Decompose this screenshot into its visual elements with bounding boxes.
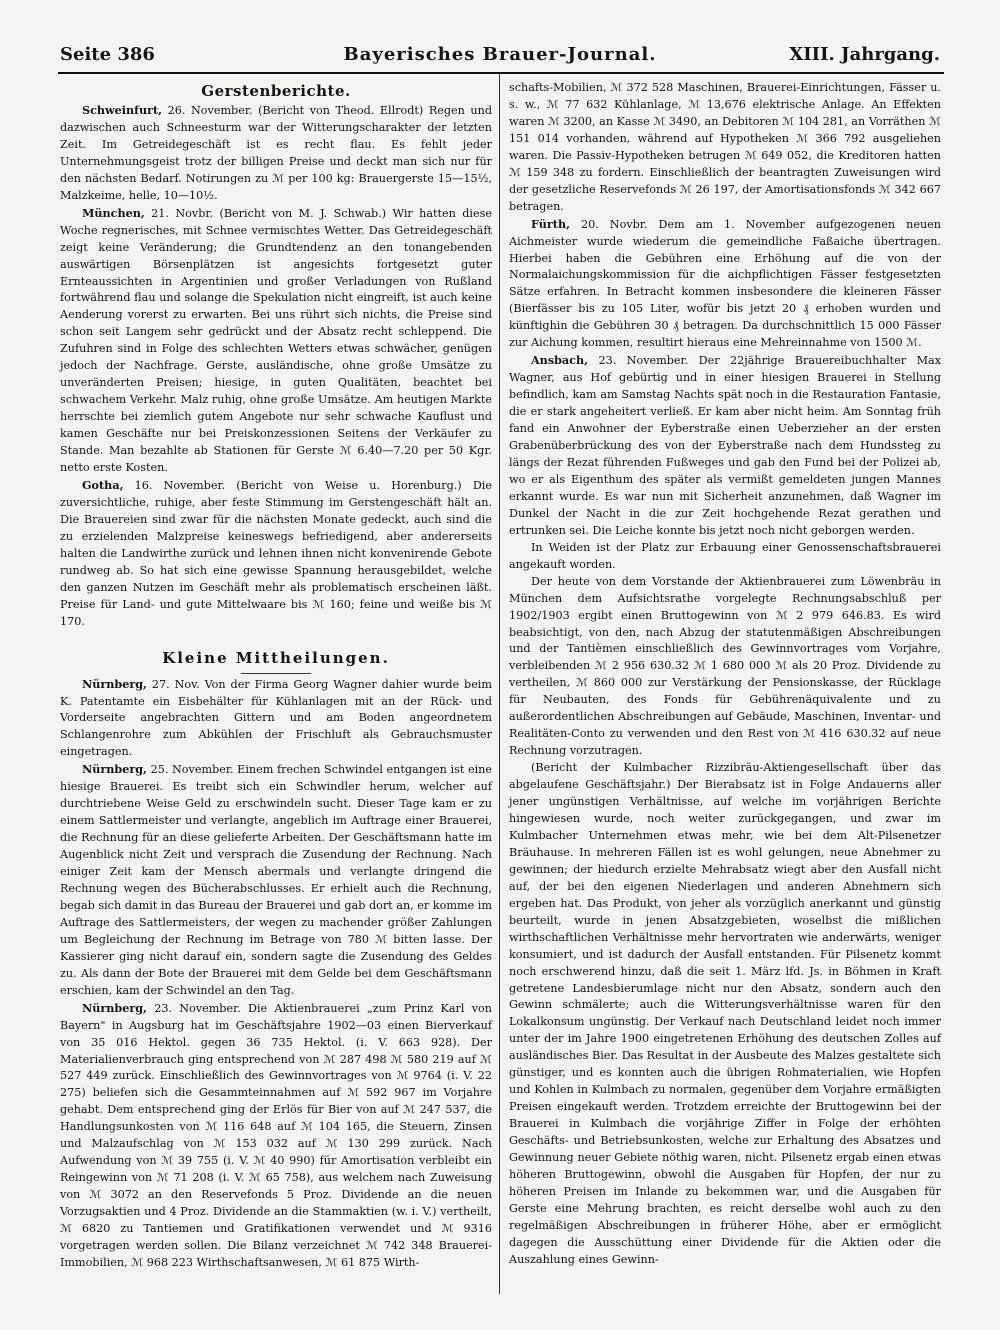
header-rule [58,72,944,74]
column-divider [499,74,500,1294]
section-rule [241,673,311,674]
article-paragraph [509,540,941,574]
paragraph-text: 21. Novbr. (Bericht von M. J. Schwab.) Wir hatten diese Woche regnerisches, mit Schnee vermischtes Wetter. Das Getreidegeschäft zeigt keine Veränderung; die Grundtendenz an den tonangebenden auswärtigen Börsenplätzen ist angesichts fortgesetzt guter Ernteaussichten in Argentinien und großer Verladungen von Rußland fortwährend flau und solange die Spekulation nicht eingreift, ist auch keine Aenderung vorerst zu erwarten. Bei uns rührt sich nichts, die Preise sind schon seit Langem sehr gedrückt und der Absatz recht schleppend. Die Zufuhren sind in Folge des schlechten Wetters etwas schwächer, genügen jedoch der Nachfrage. Gerste, ausländische, ohne große Umsätze zu unveränderten Preisen; hiesige, in guten Qualitäten, beachtet bei schwachem Verkehr. Malz ruhig, ohne große Umsätze. Am heutigen Markte herrschte bei ziemlich gutem Angebote nur sehr schwache Kauflust und kamen Geschäfte nur bei Preiskonzessionen Seitens der Verkäufer zu Stande. Man bezahlte ab Stationen für Gerste ℳ 6.40—7.20 per 50 Kgr. netto erste Kosten. [60,206,492,475]
page-number: Seite 386 [60,44,155,65]
right-column [509,80,941,1269]
dateline-place: Gotha, [82,477,124,492]
section-title-gerstenberichte: Gerstenberichte. [201,82,351,100]
short-notices [60,676,492,1272]
right-articles [509,80,941,1269]
paragraph-text: Der heute von dem Vorstande der Aktienbrauerei zum Löwenbräu in München dem Aufsichtsrathe vorgelegte Rechnungsabschluß per 1902/1903 ergibt einen Bruttogewinn von ℳ 2 979 646.83. Es wird beabsichtigt, von den, nach Abzug der statutenmäßigen Abschreibungen und der Tantièmen einschließlich des Gewinnvortrages vom Vorjahre, verbleibenden ℳ 2 956 630.32 ℳ 1 680 000 ℳ als 20 Proz. Dividende zu vertheilen, ℳ 860 000 zur Verstärkung der Pensionskasse, der Rücklage für Neubauten, des Fonds für Gebührenäquivalente und zu außerordentlichen Abschreibungen auf Gebäude, Maschinen, Inventar- und Realitäten-Conto zu verwenden und den Rest von ℳ 416 630.32 auf neue Rechnung vorzutragen. [509,574,941,758]
paragraph-text: 16. November. (Bericht von Weise u. Horenburg.) Die zuversichtliche, ruhige, aber feste Stimmung im Gerstengeschäft hält an. Die Brauereien sind zwar für die nächsten Monate gedeckt, auch sind die zu erzielenden Malzpreise keineswegs befriedigend, aber andererseits halten die Landwirthe zurück und lehnen ihnen nicht konvenirende Gebote rundweg ab. So hat sich eine gewisse Spannung herausgebildet, welche den ganzen Nutzen im Geschäft mehr als problematisch erscheinen läßt. Preise für Land- und gute Mittelwaare bis ℳ 160; feine und weiße bis ℳ 170. [60,478,492,628]
paragraph-text: 26. November. (Bericht von Theod. Ellrodt) Regen und dazwischen auch Schneesturm war der Witterungscharakter der letzten Zeit. Im Getreidegeschäft ist es recht flau. Es fehlt jeder Unternehmungsgeist trotz der billigen Preise und deckt man sich nur für den nächsten Bedarf. Notirungen zu ℳ per 100 kg: Brauergerste 15—15½, Malzkeime, helle, 10—10½. [60,104,492,202]
article-paragraph [509,352,941,539]
article-paragraph [509,80,941,216]
dateline-place: Fürth, [531,216,570,231]
paragraph-text: 23. November. Die Aktienbrauerei „zum Prinz Karl von Bayern" in Augsburg hat im Geschäftsjahre 1902—03 einen Bierverkauf von 35 016 Hektol. gegen 36 735 Hektol. (i. V. 663 928). Der Materialienverbrauch ging entsprechend von ℳ 287 498 ℳ 580 219 auf ℳ 527 449 zurück. Einschließlich des Gewinnvortrages von ℳ 9764 (i. V. 22 275) beliefen sich die Gesammteinnahmen auf ℳ 592 967 im Vorjahre gehabt. Dem entsprechend ging der Erlös für Bier von auf ℳ 247 537, die Handlungsunkosten von ℳ 116 648 auf ℳ 104 165, die Steuern, Zinsen und Malzaufschlag von ℳ 153 032 auf ℳ 130 299 zurück. Nach Aufwendung von ℳ 39 755 (i. V. ℳ 40 990) für Amortisation verbleibt ein Reingewinn von ℳ 71 208 (i. V. ℳ 65 758), aus welchem nach Zuweisung von ℳ 3072 an den Reservefonds 5 Proz. Dividende an die neuen Vorzugsaktien und 4 Proz. Dividende an die Stammaktien (w. i. V.) vertheilt, ℳ 6820 zu Tantiemen und Gratifikationen verwendet und ℳ 9316 vorgetragen werden sollen. Die Bilanz verzeichnet ℳ 742 348 Brauerei-Immobilien, ℳ 968 223 Wirthschaftsanwesen, ℳ 61 875 Wirth- [60,1001,492,1269]
paragraph-text: (Bericht der Kulmbacher Rizzibräu-Aktiengesellschaft über das abgelaufene Geschäftsjahr.) Der Bierabsatz ist in Folge Andauerns aller jener ungünstigen Verhältnisse, auf welche im vorjährigen Berichte hingewiesen wurde, noch weiter zurückgegangen, und zwar im Kulmbacher Unternehmen etwas mehr, wie bei dem Alt-Pilsenetzer Bräuhause. In mehreren Fällen ist es wohl gelungen, neue Abnehmer zu gewinnen; der hiedurch erzielte Mehrabsatz wiegt aber den Ausfall nicht auf, der bei den eigenen Niederlagen und anderen Abnehmern sich ergeben hat. Das Produkt, von jeher als vorzüglich anerkannt und günstig beurteilt, wurde in jenen Absatzgebieten, woselbst die mißlichen wirthschaftlichen Verhältnisse mehr hervortraten wie anderwärts, weniger konsumiert, und ist dadurch der Ausfall entstanden. Für Pilsenetz kommt noch erschwerend hinzu, daß die seit 1. März lfd. Js. in Böhmen in Kraft getretene Landesbierumlage nicht nur den Absatz, sondern auch den Gewinn schmälerte; auch die Witterungsverhältnisse waren für den Lokalkonsum ungünstig. Der Verkauf nach Deutschland leidet noch immer unter der im Jahre 1900 eingetretenen Erhöhung des deutschen Zolles auf ausländisches Bier. Das Resultat in der Ausbeute des Malzes gestaltete sich günstiger, und es konnten auch die übrigen Rohmaterialien, wie Hopfen und Kohlen in Kulmbach zu normalen, gegenüber dem Vorjahre ermäßigten Preisen eingekauft werden. Trotzdem erreichte der Bruttogewinn bei der Brauerei in Kulmbach die vorjährige Ziffer in Folge der erhöhten Geschäfts- und Betriebsunkosten, welche zur Erhaltung des Absatzes und Gewinnung neuer Gebiete nöthig waren, nicht. Pilsenetz ergab einen etwas höheren Bruttogewinn, obwohl die Ausgaben für Hopfen, der nur zu höheren Preisen im Inlande zu bekommen war, und die Ausgaben für Gerste eine Mehrung brachten, es reicht derselbe wohl auch zu den regelmäßigen Abschreibungen in früherer Höhe, aber er ermöglicht dagegen die Ausschüttung einer Dividende für die Aktien oder die Auszahlung eines Gewinn- [509,761,941,1266]
left-column [60,80,492,1272]
article-paragraph [60,1000,492,1272]
article-paragraph [509,760,941,1269]
paragraph-text: 20. Novbr. Dem am 1. November aufgezogenen neuen Aichmeister wurde wiederum die gemeindliche Faßaiche übertragen. Hierbei haben die Gebühren eine Erhöhung auf die von der Normalaichungskommission für die aichpflichtigen Fässer festgesetzten Sätze erfahren. In Betracht kommen insbesondere die kleineren Fässer (Bierfässer bis zu 105 Liter, wofür bis jetzt 20 ₰ erhoben wurden und künftighin die Gebühren 30 ₰ betragen. Da durchschnittlich 15 000 Fässer zur Aichung kommen, resultirt hieraus eine Mehreinnahme von 1500 ℳ. [509,217,941,350]
dateline-place: Nürnberg, [82,676,147,691]
article-paragraph [509,574,941,760]
paragraph-text: 23. November. Der 22jährige Brauereibuchhalter Max Wagner, aus Hof gebürtig und in einer hiesigen Brauerei in Stellung befindlich, kam am Samstag Nachts spät noch in die Restauration Fantasie, die er stark angeheitert verließ. Er kam aber nicht heim. Am Sonntag früh fand ein Anwohner der Eyberstraße einen Ueberzieher an der ersten Grabenüberbrückung des von der Eyberstraße nach dem Hundssteg zu längs der Rezat führenden Fußweges und gab den Fund bei der Polizei ab, wo er als Eigenthum des später als vermißt gemeldeten jungen Mannes erkannt wurde. Es war nun mit Sicherheit anzunehmen, daß Wagner im Dunkel der Nacht in die zur Zeit hochgehende Rezat gerathen und ertrunken sei. Die Leiche konnte bis jetzt noch nicht geborgen werden. [509,354,941,537]
article-paragraph [60,676,492,762]
volume-label: XIII. Jahrgang. [789,44,940,65]
dateline-place: München, [82,205,145,220]
section-title-kleine-mittheilungen: Kleine Mittheilungen. [162,648,390,667]
paragraph-text: 25. November. Einem frechen Schwindel entgangen ist eine hiesige Brauerei. Es treibt sich ein Schwindler herum, welcher auf durchtriebene Weise Geld zu erschwindeln sucht. Dieser Tage kam er zu einem Sattlermeister und verlangte, angeblich im Auftrage einer Brauerei, die Rechnung für an diese gelieferte Arbeiten. Der Geschäftsmann hatte im Augenblick nicht Zeit und versprach die Zusendung der Rechnung. Nach einiger Zeit kam der Mensch abermals und verlangte dringend die Rechnung wegen des Bücherabschlusses. Er erhielt auch die Rechnung, begab sich damit in das Bureau der Brauerei und gab dort an, er komme im Auftrage des Sattlermeisters, der wegen zu machender größer Zahlungen um Begleichung der Rechnung im Betrage von 780 ℳ bitten lasse. Der Kassierer ging nicht darauf ein, sondern sagte die Zusendung des Geldes zu. Als dann der Bote der Brauerei mit dem Gelde bei dem Geschäftsmann erschien, kam der Schwindel an den Tag. [60,763,492,997]
article-paragraph [509,216,941,353]
page-header [60,44,940,70]
article-paragraph [60,205,492,477]
paragraph-text: 27. Nov. Von der Firma Georg Wagner dahier wurde beim K. Patentamte ein Eisbehälter für Kühlanlagen mit an der Rück- und Vorderseite angebrachten Gittern und am Boden angeordnetem Schlangenrohre zum Abkühlen der Frischluft als Gebrauchsmuster eingetragen. [60,677,492,759]
journal-title: Bayerisches Brauer-Journal. [343,44,657,65]
article-paragraph [60,477,492,631]
article-paragraph [60,761,492,999]
paragraph-text: schafts-Mobilien, ℳ 372 528 Maschinen, Brauerei-Einrichtungen, Fässer u. s. w., ℳ 77 632 Kühlanlage, ℳ 13,676 elektrische Anlage. An Effekten waren ℳ 3200, an Kasse ℳ 3490, an Debitoren ℳ 104 281, an Vorräthen ℳ 151 014 vorhanden, während auf Hypotheken ℳ 366 792 ausgeliehen waren. Die Passiv-Hypotheken betrugen ℳ 649 052, die Kreditoren hatten ℳ 159 348 zu fordern. Einschließlich der beantragten Zuweisungen wird der gesetzliche Reservefonds ℳ 26 197, der Amortisationsfonds ℳ 342 667 betragen. [509,81,941,213]
article-paragraph [60,102,492,205]
dateline-place: Nürnberg, [82,762,147,777]
gersten-reports [60,102,492,631]
dateline-place: Ansbach, [531,353,589,368]
dateline-place: Nürnberg, [82,1000,147,1015]
paragraph-text: In Weiden ist der Platz zur Erbauung einer Genossenschaftsbrauerei angekauft worden. [509,540,941,571]
dateline-place: Schweinfurt, [82,103,163,117]
